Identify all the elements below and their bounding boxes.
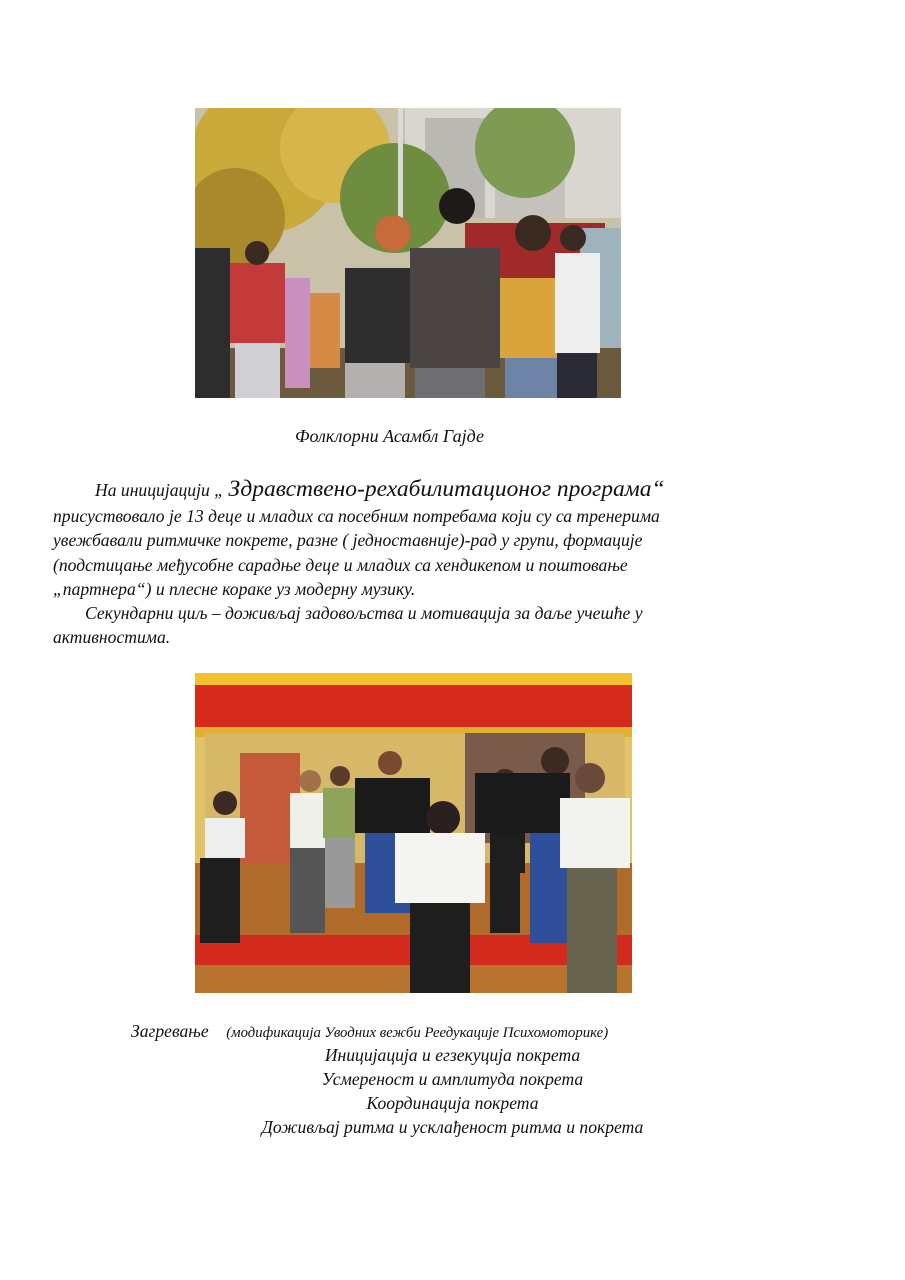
warmup-item: Доживљај ритма и усклађеност ритма и покрета <box>261 1117 644 1137</box>
paragraph-intro <box>95 478 665 501</box>
paragraph-line: „партнера“) и плесне кораке уз модерну музику. <box>53 579 416 599</box>
paragraph-line: Секундарни циљ – доживљај задовољства и мотивација за даље учешће у <box>85 603 643 623</box>
paragraph-line: увежбавали ритмичке покрете, разне ( једноставније)-рад у групи, формације <box>53 530 643 550</box>
warmup-heading <box>131 1020 608 1044</box>
outdoor-group-photo <box>195 108 621 398</box>
warmup-label: Загревање <box>131 1021 209 1041</box>
photo-caption: Фолклорни Асамбл Гајде <box>295 426 484 446</box>
paragraph-line: (подстицање међусобне сарадње деце и младих са хендикепом и поштовање <box>53 555 628 575</box>
paragraph-line: активностима. <box>53 627 171 647</box>
warmup-item: Усмереност и амплитуда покрета <box>321 1069 584 1089</box>
program-title: Здравствено-рехабилитационог програма“ <box>228 476 665 502</box>
paragraph-intro-text: На иницијацији „ <box>95 480 229 500</box>
warmup-item: Иницијација и егзекуција покрета <box>324 1045 581 1065</box>
warmup-item: Координација покрета <box>366 1093 539 1113</box>
dance-studio-photo <box>195 673 632 993</box>
warmup-note: (модификација Уводних вежби Реедукације Психомоторике) <box>226 1025 609 1041</box>
paragraph-line: присуствовало је 13 деце и младих са посебним потребама који су са тренерима <box>53 506 660 526</box>
